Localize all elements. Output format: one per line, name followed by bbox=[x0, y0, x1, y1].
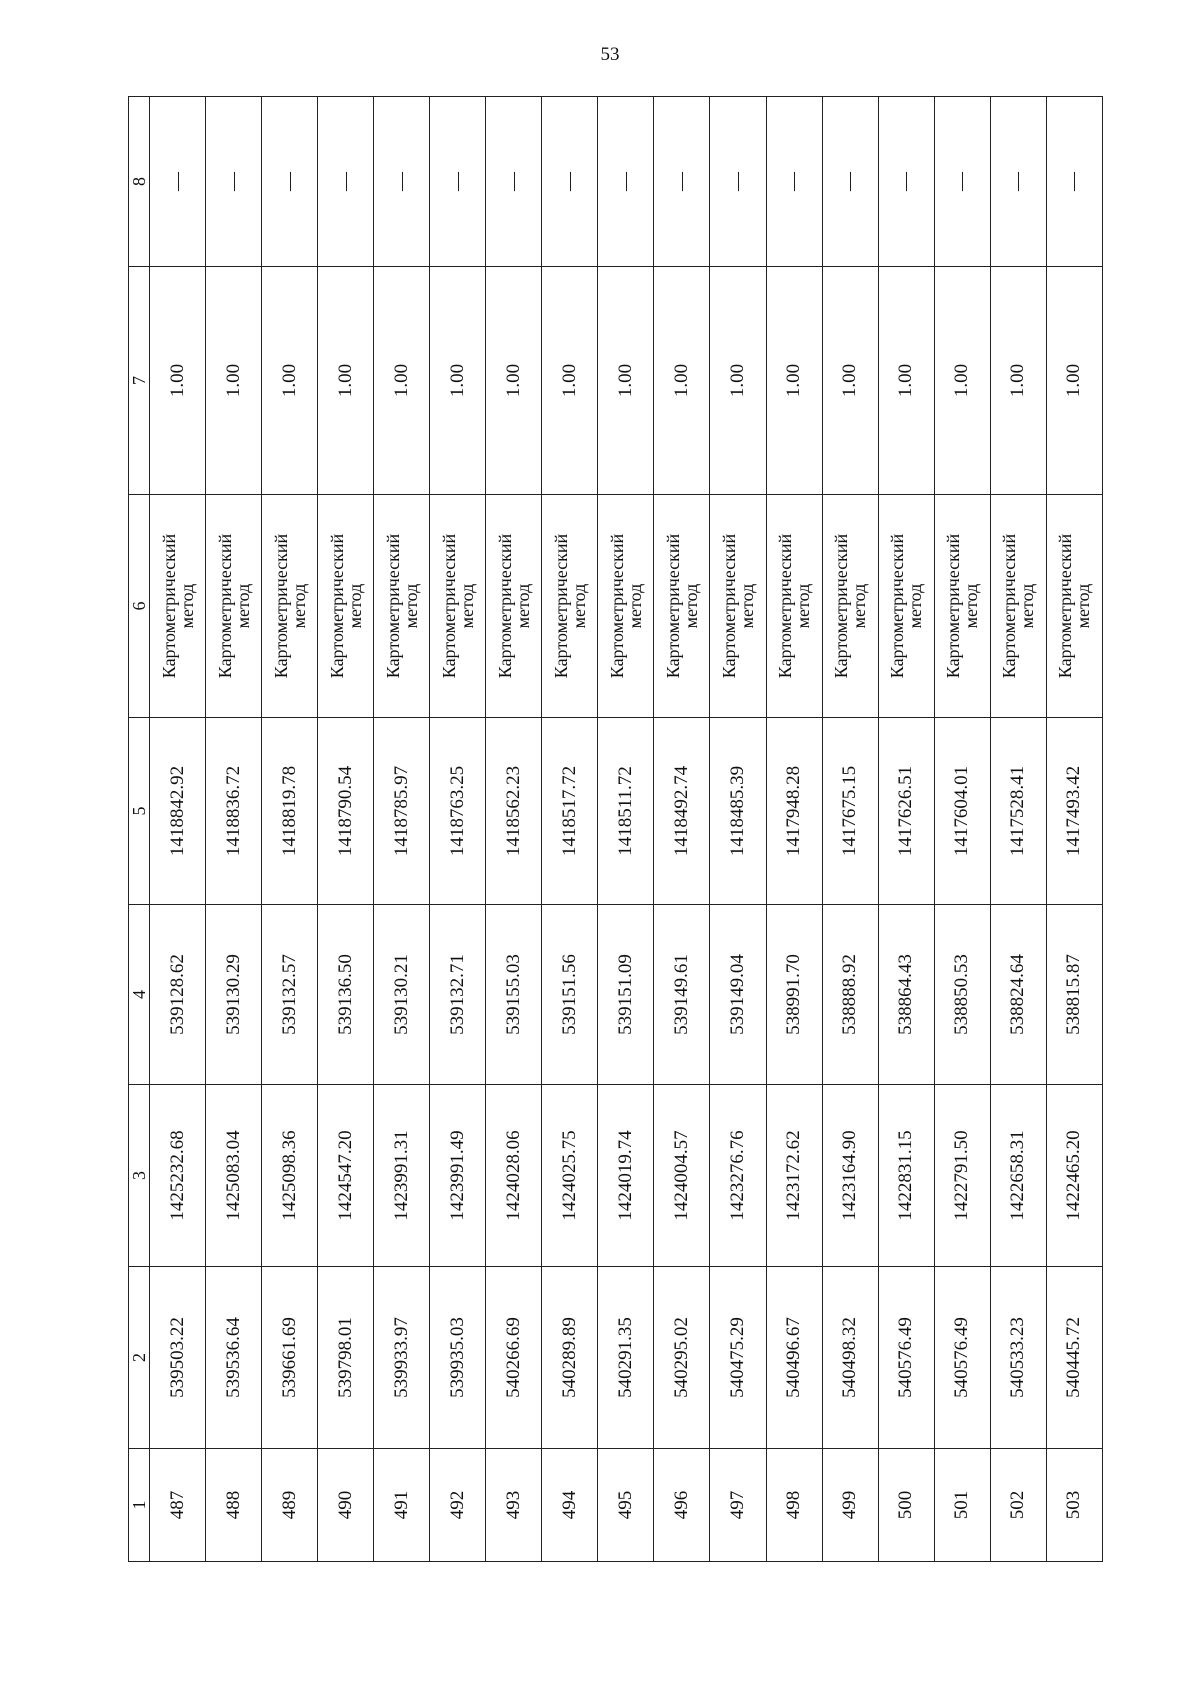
x2-cell: 538864.43 bbox=[878, 905, 934, 1085]
table-row bbox=[486, 97, 542, 1562]
method-line-1: Картометрический bbox=[887, 533, 908, 679]
page-number: 53 bbox=[600, 44, 620, 65]
method-cell bbox=[598, 495, 654, 718]
x1-cell: 540576.49 bbox=[934, 1267, 990, 1449]
point-number-cell: 498 bbox=[766, 1449, 822, 1562]
accuracy-cell: 1.00 bbox=[150, 267, 206, 495]
y2-cell: 1418785.97 bbox=[374, 718, 430, 905]
y2-cell: 1418492.74 bbox=[654, 718, 710, 905]
y2-cell: 1418517.72 bbox=[542, 718, 598, 905]
method-line-2: метод bbox=[176, 583, 197, 629]
accuracy-cell: 1.00 bbox=[878, 267, 934, 495]
accuracy-cell: 1.00 bbox=[430, 267, 486, 495]
method-line-1: Картометрический bbox=[775, 533, 796, 679]
table-row bbox=[766, 97, 822, 1562]
method-cell bbox=[542, 495, 598, 718]
point-number-cell: 499 bbox=[822, 1449, 878, 1562]
coordinates-table bbox=[128, 96, 1103, 1562]
note-cell: — bbox=[654, 97, 710, 267]
y2-cell: 1417493.42 bbox=[1046, 718, 1102, 905]
method-cell bbox=[822, 495, 878, 718]
table-body bbox=[150, 97, 1103, 1562]
column-header-7: 7 bbox=[129, 267, 150, 495]
note-cell: — bbox=[150, 97, 206, 267]
y2-cell: 1418763.25 bbox=[430, 718, 486, 905]
x2-cell: 538850.53 bbox=[934, 905, 990, 1085]
method-line-1: Картометрический bbox=[494, 533, 515, 679]
y2-cell: 1418790.54 bbox=[318, 718, 374, 905]
y1-cell: 1424547.20 bbox=[318, 1085, 374, 1267]
note-cell: — bbox=[990, 97, 1046, 267]
note-cell: — bbox=[486, 97, 542, 267]
method-cell bbox=[766, 495, 822, 718]
method-line-2: метод bbox=[1017, 583, 1038, 629]
method-line-2: метод bbox=[736, 583, 757, 629]
method-cell bbox=[654, 495, 710, 718]
method-line-1: Картометрический bbox=[662, 533, 683, 679]
method-line-2: метод bbox=[344, 583, 365, 629]
accuracy-cell: 1.00 bbox=[710, 267, 766, 495]
accuracy-cell: 1.00 bbox=[990, 267, 1046, 495]
table-rotated bbox=[128, 97, 1103, 1562]
method-cell bbox=[878, 495, 934, 718]
x1-cell: 540475.29 bbox=[710, 1267, 766, 1449]
x1-cell: 540533.23 bbox=[990, 1267, 1046, 1449]
y2-cell: 1418819.78 bbox=[262, 718, 318, 905]
x1-cell: 540576.49 bbox=[878, 1267, 934, 1449]
accuracy-cell: 1.00 bbox=[318, 267, 374, 495]
note-cell: — bbox=[1046, 97, 1102, 267]
accuracy-cell: 1.00 bbox=[934, 267, 990, 495]
x2-cell: 539132.57 bbox=[262, 905, 318, 1085]
x1-cell: 540266.69 bbox=[486, 1267, 542, 1449]
point-number-cell: 500 bbox=[878, 1449, 934, 1562]
method-cell bbox=[318, 495, 374, 718]
method-line-2: метод bbox=[288, 583, 309, 629]
x1-cell: 539798.01 bbox=[318, 1267, 374, 1449]
y1-cell: 1422465.20 bbox=[1046, 1085, 1102, 1267]
accuracy-cell: 1.00 bbox=[766, 267, 822, 495]
x2-cell: 539130.21 bbox=[374, 905, 430, 1085]
y1-cell: 1424025.75 bbox=[542, 1085, 598, 1267]
y2-cell: 1418562.23 bbox=[486, 718, 542, 905]
table-row bbox=[318, 97, 374, 1562]
x2-cell: 539155.03 bbox=[486, 905, 542, 1085]
accuracy-cell: 1.00 bbox=[262, 267, 318, 495]
note-cell: — bbox=[542, 97, 598, 267]
note-cell: — bbox=[766, 97, 822, 267]
point-number-cell: 501 bbox=[934, 1449, 990, 1562]
y1-cell: 1423991.31 bbox=[374, 1085, 430, 1267]
method-cell bbox=[710, 495, 766, 718]
method-line-2: метод bbox=[232, 583, 253, 629]
x1-cell: 539503.22 bbox=[150, 1267, 206, 1449]
y2-cell: 1418836.72 bbox=[206, 718, 262, 905]
table-row bbox=[206, 97, 262, 1562]
x2-cell: 539151.56 bbox=[542, 905, 598, 1085]
x1-cell: 539935.03 bbox=[430, 1267, 486, 1449]
x2-cell: 539149.04 bbox=[710, 905, 766, 1085]
note-cell: — bbox=[318, 97, 374, 267]
x1-cell: 540498.32 bbox=[822, 1267, 878, 1449]
method-cell bbox=[934, 495, 990, 718]
column-header-4: 4 bbox=[129, 905, 150, 1085]
accuracy-cell: 1.00 bbox=[654, 267, 710, 495]
x2-cell: 539132.71 bbox=[430, 905, 486, 1085]
y2-cell: 1417948.28 bbox=[766, 718, 822, 905]
point-number-cell: 494 bbox=[542, 1449, 598, 1562]
y1-cell: 1424028.06 bbox=[486, 1085, 542, 1267]
x2-cell: 539130.29 bbox=[206, 905, 262, 1085]
point-number-cell: 490 bbox=[318, 1449, 374, 1562]
method-line-2: метод bbox=[400, 583, 421, 629]
method-line-2: метод bbox=[680, 583, 701, 629]
y2-cell: 1417675.15 bbox=[822, 718, 878, 905]
y2-cell: 1417528.41 bbox=[990, 718, 1046, 905]
table-row bbox=[878, 97, 934, 1562]
x2-cell: 538815.87 bbox=[1046, 905, 1102, 1085]
table-row bbox=[598, 97, 654, 1562]
method-cell bbox=[486, 495, 542, 718]
method-line-1: Картометрический bbox=[270, 533, 291, 679]
method-line-2: метод bbox=[624, 583, 645, 629]
x2-cell: 538888.92 bbox=[822, 905, 878, 1085]
table-row bbox=[1046, 97, 1102, 1562]
accuracy-cell: 1.00 bbox=[598, 267, 654, 495]
note-cell: — bbox=[878, 97, 934, 267]
note-cell: — bbox=[822, 97, 878, 267]
method-line-1: Картометрический bbox=[606, 533, 627, 679]
x1-cell: 540291.35 bbox=[598, 1267, 654, 1449]
x1-cell: 539661.69 bbox=[262, 1267, 318, 1449]
method-cell bbox=[430, 495, 486, 718]
table-row bbox=[654, 97, 710, 1562]
x1-cell: 539536.64 bbox=[206, 1267, 262, 1449]
column-header-5: 5 bbox=[129, 718, 150, 905]
column-header-1: 1 bbox=[129, 1449, 150, 1562]
y1-cell: 1423172.62 bbox=[766, 1085, 822, 1267]
point-number-cell: 496 bbox=[654, 1449, 710, 1562]
column-header-6: 6 bbox=[129, 495, 150, 718]
point-number-cell: 488 bbox=[206, 1449, 262, 1562]
x1-cell: 540496.67 bbox=[766, 1267, 822, 1449]
y2-cell: 1417604.01 bbox=[934, 718, 990, 905]
table-row bbox=[934, 97, 990, 1562]
method-cell bbox=[206, 495, 262, 718]
y1-cell: 1425083.04 bbox=[206, 1085, 262, 1267]
point-number-cell: 495 bbox=[598, 1449, 654, 1562]
method-cell bbox=[262, 495, 318, 718]
table-row bbox=[430, 97, 486, 1562]
y1-cell: 1423276.76 bbox=[710, 1085, 766, 1267]
y1-cell: 1422658.31 bbox=[990, 1085, 1046, 1267]
table-row bbox=[542, 97, 598, 1562]
method-line-2: метод bbox=[1073, 583, 1094, 629]
accuracy-cell: 1.00 bbox=[1046, 267, 1102, 495]
method-line-1: Картометрический bbox=[158, 533, 179, 679]
point-number-cell: 487 bbox=[150, 1449, 206, 1562]
column-header-3: 3 bbox=[129, 1085, 150, 1267]
point-number-cell: 502 bbox=[990, 1449, 1046, 1562]
point-number-cell: 491 bbox=[374, 1449, 430, 1562]
x2-cell: 538991.70 bbox=[766, 905, 822, 1085]
accuracy-cell: 1.00 bbox=[374, 267, 430, 495]
method-line-2: метод bbox=[456, 583, 477, 629]
y1-cell: 1425098.36 bbox=[262, 1085, 318, 1267]
table-row bbox=[990, 97, 1046, 1562]
y1-cell: 1423991.49 bbox=[430, 1085, 486, 1267]
x1-cell: 540289.89 bbox=[542, 1267, 598, 1449]
method-line-2: метод bbox=[793, 583, 814, 629]
note-cell: — bbox=[374, 97, 430, 267]
table-row bbox=[262, 97, 318, 1562]
y1-cell: 1423164.90 bbox=[822, 1085, 878, 1267]
table-rotation-frame bbox=[128, 97, 1103, 1562]
method-line-2: метод bbox=[905, 583, 926, 629]
method-line-1: Картометрический bbox=[718, 533, 739, 679]
x2-cell: 539136.50 bbox=[318, 905, 374, 1085]
y1-cell: 1424004.57 bbox=[654, 1085, 710, 1267]
y2-cell: 1418511.72 bbox=[598, 718, 654, 905]
method-line-1: Картометрический bbox=[438, 533, 459, 679]
method-line-1: Картометрический bbox=[382, 533, 403, 679]
point-number-cell: 492 bbox=[430, 1449, 486, 1562]
x2-cell: 539128.62 bbox=[150, 905, 206, 1085]
method-line-2: метод bbox=[849, 583, 870, 629]
note-cell: — bbox=[598, 97, 654, 267]
note-cell: — bbox=[206, 97, 262, 267]
x1-cell: 540295.02 bbox=[654, 1267, 710, 1449]
accuracy-cell: 1.00 bbox=[206, 267, 262, 495]
column-header-2: 2 bbox=[129, 1267, 150, 1449]
method-line-1: Картометрический bbox=[550, 533, 571, 679]
table-row bbox=[150, 97, 206, 1562]
y2-cell: 1418485.39 bbox=[710, 718, 766, 905]
y1-cell: 1422831.15 bbox=[878, 1085, 934, 1267]
point-number-cell: 497 bbox=[710, 1449, 766, 1562]
note-cell: — bbox=[262, 97, 318, 267]
method-line-1: Картометрический bbox=[943, 533, 964, 679]
table-row bbox=[374, 97, 430, 1562]
method-line-1: Картометрический bbox=[999, 533, 1020, 679]
point-number-cell: 503 bbox=[1046, 1449, 1102, 1562]
x2-cell: 538824.64 bbox=[990, 905, 1046, 1085]
note-cell: — bbox=[934, 97, 990, 267]
method-line-2: метод bbox=[568, 583, 589, 629]
method-line-2: метод bbox=[512, 583, 533, 629]
method-line-1: Картометрический bbox=[1055, 533, 1076, 679]
header-row bbox=[129, 97, 150, 1562]
y1-cell: 1422791.50 bbox=[934, 1085, 990, 1267]
method-cell bbox=[150, 495, 206, 718]
point-number-cell: 489 bbox=[262, 1449, 318, 1562]
y2-cell: 1418842.92 bbox=[150, 718, 206, 905]
y1-cell: 1424019.74 bbox=[598, 1085, 654, 1267]
method-cell bbox=[990, 495, 1046, 718]
accuracy-cell: 1.00 bbox=[486, 267, 542, 495]
table-row bbox=[710, 97, 766, 1562]
x2-cell: 539149.61 bbox=[654, 905, 710, 1085]
method-line-1: Картометрический bbox=[214, 533, 235, 679]
accuracy-cell: 1.00 bbox=[542, 267, 598, 495]
y2-cell: 1417626.51 bbox=[878, 718, 934, 905]
note-cell: — bbox=[710, 97, 766, 267]
method-line-1: Картометрический bbox=[831, 533, 852, 679]
y1-cell: 1425232.68 bbox=[150, 1085, 206, 1267]
method-line-2: метод bbox=[961, 583, 982, 629]
point-number-cell: 493 bbox=[486, 1449, 542, 1562]
method-cell bbox=[374, 495, 430, 718]
column-header-8: 8 bbox=[129, 97, 150, 267]
method-cell bbox=[1046, 495, 1102, 718]
note-cell: — bbox=[430, 97, 486, 267]
x2-cell: 539151.09 bbox=[598, 905, 654, 1085]
x1-cell: 540445.72 bbox=[1046, 1267, 1102, 1449]
x1-cell: 539933.97 bbox=[374, 1267, 430, 1449]
method-line-1: Картометрический bbox=[326, 533, 347, 679]
accuracy-cell: 1.00 bbox=[822, 267, 878, 495]
table-row bbox=[822, 97, 878, 1562]
